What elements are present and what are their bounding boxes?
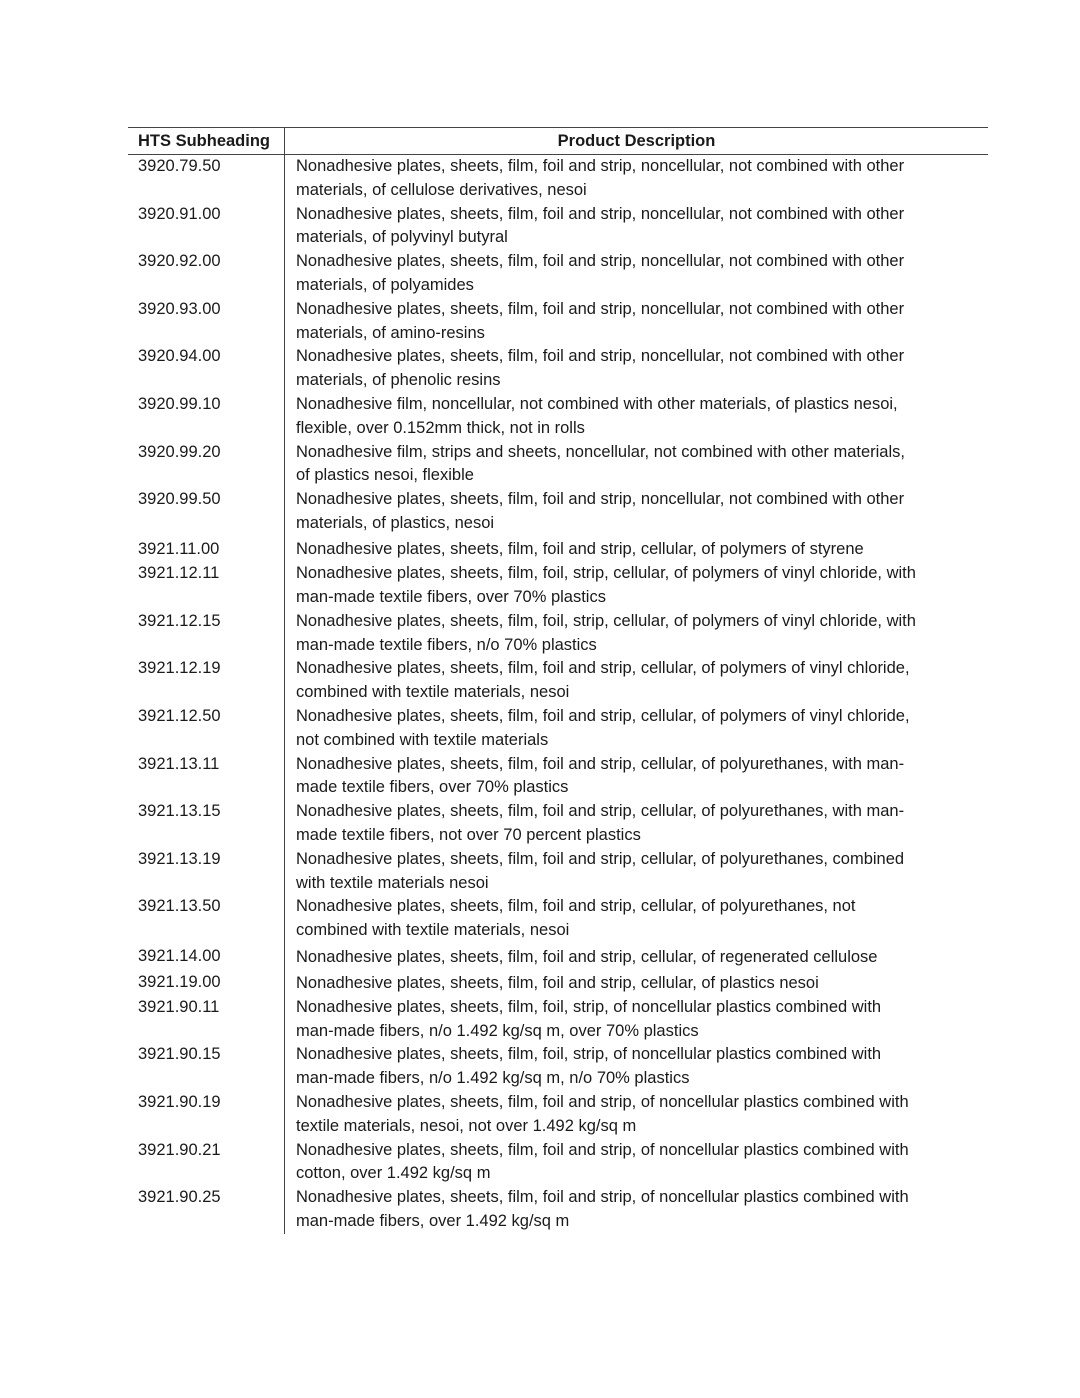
table-header [128, 127, 988, 155]
product-description-cell [285, 250, 988, 298]
hts-code-cell: 3921.90.19 [138, 1092, 221, 1111]
description-line-1: Nonadhesive plates, sheets, film, foil and strip, of noncellular plastics combined with [296, 1140, 909, 1159]
description-line-1: Nonadhesive plates, sheets, film, foil, strip, of noncellular plastics combined with [296, 997, 882, 1016]
hts-code-cell: 3921.90.21 [138, 1140, 221, 1159]
description-line-1: Nonadhesive plates, sheets, film, foil and strip, cellular, of polyurethanes, with man- [296, 754, 905, 773]
table-row [128, 345, 988, 393]
product-description-cell [285, 895, 988, 943]
product-description-cell [285, 753, 988, 801]
table-row [128, 250, 988, 298]
product-description-cell [285, 969, 988, 995]
product-description-cell [285, 705, 988, 753]
table-row [128, 610, 988, 658]
product-description-cell [285, 536, 988, 562]
product-description-cell [285, 996, 988, 1044]
table-row [128, 1139, 988, 1187]
table-row [128, 1186, 988, 1234]
description-line-2: cotton, over 1.492 kg/sq m [296, 1164, 491, 1183]
description-line-1: Nonadhesive plates, sheets, film, foil, strip, cellular, of polymers of vinyl chloride, with [296, 611, 916, 630]
hts-code-cell: 3921.12.50 [138, 706, 221, 725]
product-description-cell [285, 1186, 988, 1234]
hts-table [128, 127, 988, 1234]
hts-code-cell: 3920.94.00 [138, 347, 221, 366]
hts-code-cell: 3920.99.10 [138, 394, 221, 413]
hts-code-cell: 3921.13.19 [138, 849, 221, 868]
description-line-1: Nonadhesive plates, sheets, film, foil, strip, of noncellular plastics combined with [296, 1045, 882, 1064]
header-product-description: Product Description [557, 132, 716, 150]
description-line-2: man-made textile fibers, n/o 70% plastics [296, 635, 597, 654]
description-line-1: Nonadhesive plates, sheets, film, foil and strip, cellular, of polymers of vinyl chloride, [296, 706, 910, 725]
product-description-cell [285, 562, 988, 610]
product-description-cell [285, 800, 988, 848]
description-line-2: with textile materials nesoi [296, 873, 489, 892]
description-line-1: Nonadhesive plates, sheets, film, foil and strip, cellular, of polymers of vinyl chloride, [296, 659, 910, 678]
product-description-cell [285, 488, 988, 536]
description-line-1: Nonadhesive plates, sheets, film, foil and strip, noncellular, not combined with other [296, 299, 905, 318]
description-line-2: materials, of amino-resins [296, 323, 485, 342]
table-row [128, 800, 988, 848]
description-line-2: materials, of polyamides [296, 275, 474, 294]
table-row [128, 996, 988, 1044]
product-description-cell [285, 155, 988, 203]
product-description-cell [285, 943, 988, 969]
hts-code-cell: 3920.99.20 [138, 442, 221, 461]
description-line-1: Nonadhesive plates, sheets, film, foil and strip, cellular, of polyurethanes, with man- [296, 802, 905, 821]
table-row [128, 536, 988, 562]
table-row [128, 393, 988, 441]
hts-code-cell: 3921.90.25 [138, 1188, 221, 1207]
hts-code-cell: 3921.12.15 [138, 611, 221, 630]
description-line-1: Nonadhesive plates, sheets, film, foil and strip, cellular, of polyurethanes, not [296, 897, 856, 916]
description-line-2: textile materials, nesoi, not over 1.492 kg/sq m [296, 1116, 637, 1135]
hts-code-cell: 3921.90.15 [138, 1045, 221, 1064]
description-line-1: Nonadhesive plates, sheets, film, foil and strip, noncellular, not combined with other [296, 157, 905, 175]
table-row [128, 705, 988, 753]
description-line-1: Nonadhesive plates, sheets, film, foil and strip, cellular, of polymers of styrene [296, 540, 864, 559]
description-line-2: combined with textile materials, nesoi [296, 683, 570, 702]
description-line-2: man-made fibers, n/o 1.492 kg/sq m, over 70% plastics [296, 1021, 699, 1040]
description-line-2: of plastics nesoi, flexible [296, 466, 474, 485]
table-row [128, 298, 988, 346]
product-description-cell [285, 848, 988, 896]
description-line-2: not combined with textile materials [296, 730, 549, 749]
description-line-1: Nonadhesive film, noncellular, not combined with other materials, of plastics nesoi, [296, 394, 898, 413]
table-row [128, 441, 988, 489]
description-line-1: Nonadhesive plates, sheets, film, foil and strip, cellular, of polyurethanes, combined [296, 849, 905, 868]
table-row [128, 488, 988, 536]
description-line-1: Nonadhesive plates, sheets, film, foil, strip, cellular, of polymers of vinyl chloride, with [296, 564, 916, 583]
hts-code-cell: 3920.99.50 [138, 490, 221, 509]
description-line-2: flexible, over 0.152mm thick, not in rolls [296, 418, 585, 437]
table-row [128, 203, 988, 251]
description-line-1: Nonadhesive plates, sheets, film, foil and strip, cellular, of regenerated cellulose [296, 947, 878, 966]
table-row [128, 657, 988, 705]
hts-code-cell: 3920.91.00 [138, 204, 221, 223]
hts-code-cell: 3921.13.15 [138, 802, 221, 821]
table-row [128, 895, 988, 943]
description-line-2: man-made fibers, n/o 1.492 kg/sq m, n/o 70% plastics [296, 1069, 690, 1088]
table-row [128, 562, 988, 610]
table-row [128, 1091, 988, 1139]
description-line-1: Nonadhesive plates, sheets, film, foil and strip, of noncellular plastics combined with [296, 1092, 909, 1111]
description-line-2: man-made fibers, over 1.492 kg/sq m [296, 1211, 570, 1230]
description-line-1: Nonadhesive plates, sheets, film, foil and strip, of noncellular plastics combined with [296, 1188, 909, 1207]
hts-code-cell: 3920.92.00 [138, 252, 221, 271]
hts-code-cell: 3921.13.11 [138, 754, 220, 773]
table-row [128, 753, 988, 801]
description-line-2: materials, of polyvinyl butyral [296, 228, 508, 247]
description-line-2: materials, of plastics, nesoi [296, 513, 495, 532]
product-description-cell [285, 393, 988, 441]
product-description-cell [285, 1043, 988, 1091]
product-description-cell [285, 1091, 988, 1139]
hts-code-cell: 3921.12.19 [138, 659, 221, 678]
description-line-2: man-made textile fibers, over 70% plastics [296, 587, 606, 606]
description-line-2: combined with textile materials, nesoi [296, 921, 570, 940]
product-description-cell [285, 203, 988, 251]
description-line-1: Nonadhesive plates, sheets, film, foil and strip, noncellular, not combined with other [296, 252, 905, 271]
product-description-cell [285, 345, 988, 393]
product-description-cell [285, 298, 988, 346]
description-line-1: Nonadhesive plates, sheets, film, foil and strip, cellular, of plastics nesoi [296, 973, 819, 992]
description-line-2: materials, of phenolic resins [296, 371, 501, 390]
description-line-1: Nonadhesive plates, sheets, film, foil and strip, noncellular, not combined with other [296, 347, 905, 366]
hts-code-cell: 3920.79.50 [138, 157, 221, 175]
hts-code-cell: 3921.13.50 [138, 897, 221, 916]
table-body [128, 155, 988, 1234]
header-hts-subheading: HTS Subheading [128, 128, 285, 154]
description-line-2: made textile fibers, over 70% plastics [296, 778, 569, 797]
hts-code-cell: 3921.14.00 [138, 946, 221, 965]
description-line-1: Nonadhesive film, strips and sheets, noncellular, not combined with other materials, [296, 442, 905, 461]
table-row [128, 943, 988, 969]
hts-code-cell: 3920.93.00 [138, 299, 221, 318]
product-description-cell [285, 657, 988, 705]
description-line-1: Nonadhesive plates, sheets, film, foil and strip, noncellular, not combined with other [296, 204, 905, 223]
product-description-cell [285, 441, 988, 489]
product-description-cell [285, 1139, 988, 1187]
hts-code-cell: 3921.12.11 [138, 564, 220, 583]
description-line-1: Nonadhesive plates, sheets, film, foil and strip, noncellular, not combined with other [296, 490, 905, 509]
table-row [128, 969, 988, 995]
table-row [128, 155, 988, 203]
hts-code-cell: 3921.11.00 [138, 539, 220, 558]
hts-code-cell: 3921.90.11 [138, 997, 220, 1016]
hts-code-cell: 3921.19.00 [138, 973, 221, 992]
description-line-2: materials, of cellulose derivatives, nesoi [296, 180, 587, 199]
product-description-cell [285, 610, 988, 658]
table-row [128, 848, 988, 896]
table-row [128, 1043, 988, 1091]
description-line-2: made textile fibers, not over 70 percent plastics [296, 825, 641, 844]
